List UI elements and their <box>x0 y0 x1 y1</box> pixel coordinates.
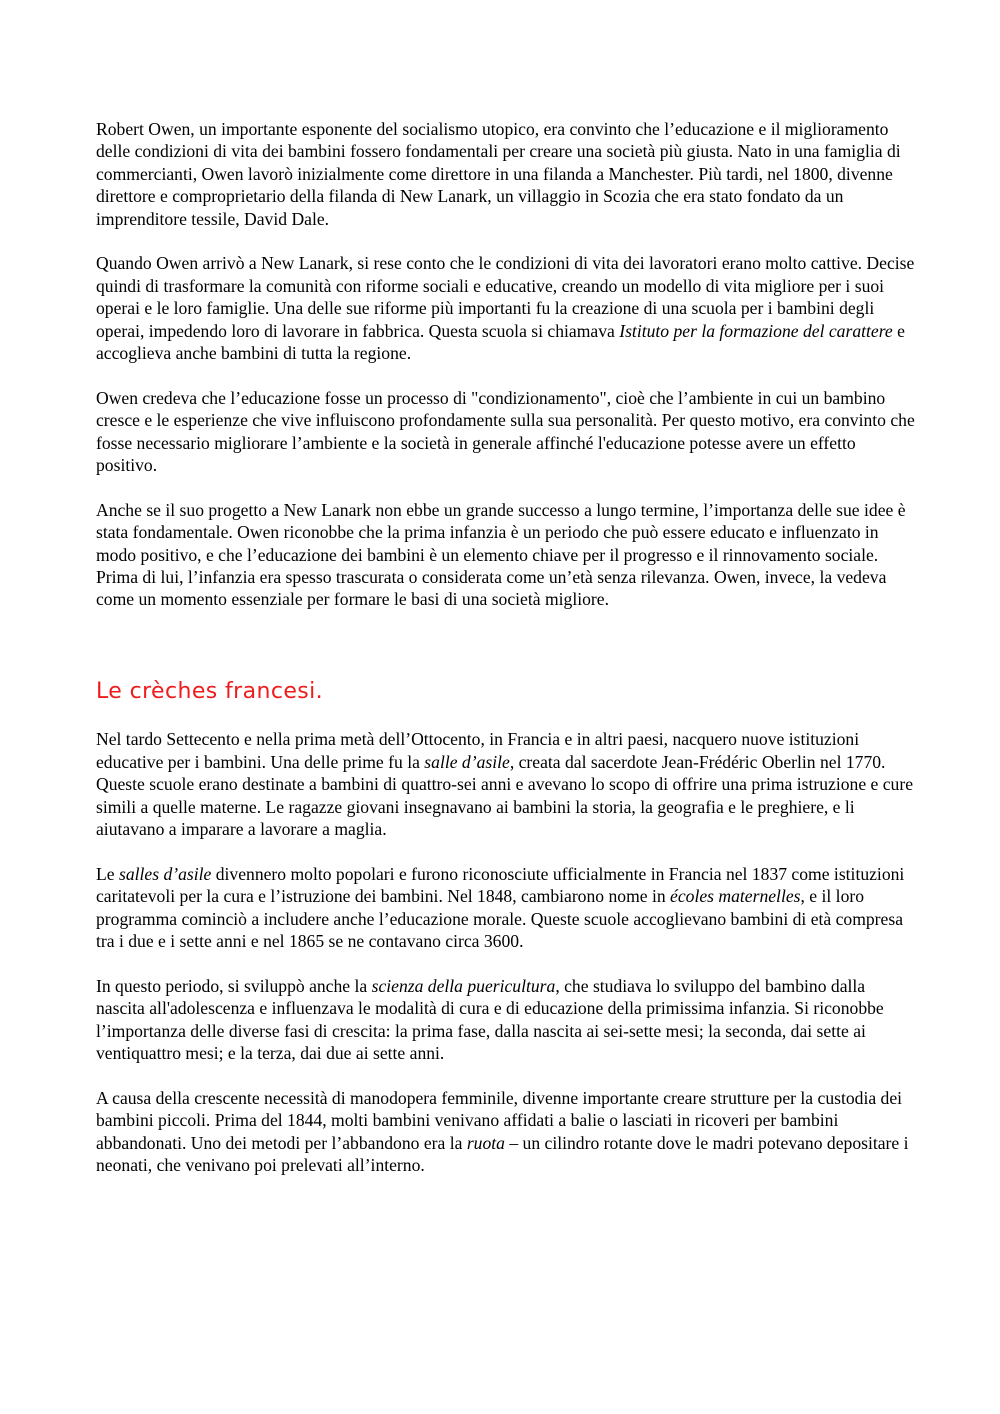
paragraph-puericultura <box>96 975 916 1065</box>
document-body <box>96 118 916 1199</box>
italic-term: écoles maternelles <box>670 886 801 907</box>
paragraph-text: – un cilindro rotante dove le madri potevano depositare i neonati, che venivano poi prelevati all’interno. <box>96 1132 909 1175</box>
section-spacer <box>96 633 916 678</box>
paragraph-new-lanark <box>96 252 916 364</box>
italic-term: salle d’asile <box>424 751 510 772</box>
italic-term: Istituto per la formazione del carattere <box>619 320 893 341</box>
paragraph-text: Robert Owen, un importante esponente del socialismo utopico, era convinto che l’educazione e il miglioramento delle condizioni di vita dei bambini fossero fondamentali per creare una società più giusta. Nato in una famiglia di commercianti, Owen lavorò inizialmente come direttore in una filanda a Manchester. Più tardi, nel 1800, divenne direttore e comproprietario della filanda di New Lanark, un villaggio in Scozia che era stato fondato da un imprenditore tessile, David Dale. <box>96 119 901 229</box>
paragraph-owen-legacy <box>96 499 916 611</box>
paragraph-text: A causa della crescente necessità di manodopera femminile, divenne importante creare strutture per la custodia dei bambini piccoli. Prima del 1844, molti bambini venivano affidati a balie o lasciati in ricoveri per bambini abbandonati. Uno dei metodi per l’abbandono era la <box>96 1087 903 1153</box>
italic-term: scienza della puericultura <box>371 975 556 996</box>
paragraph-text: , e il loro programma cominciò a includere anche l’educazione morale. Queste scuole accoglievano bambini di età compresa tra i due e i sette anni e nel 1865 se ne contavano circa 3600. <box>96 886 904 951</box>
paragraph-ecoles-maternelles <box>96 863 916 953</box>
paragraph-text: In questo periodo, si sviluppò anche la <box>96 975 372 996</box>
paragraph-text: e accoglieva anche bambini di tutta la regione. <box>96 320 905 364</box>
paragraph-condizionamento <box>96 387 916 477</box>
paragraph-text: Quando Owen arrivò a New Lanark, si rese conto che le condizioni di vita dei lavoratori erano molto cattive. Decise quindi di trasformare la comunità con riforme sociali e educative, creando un modello di vita migliore per i suoi operai e le loro famiglie. Una delle sue riforme più importanti fu la creazione di una scuola per i bambini degli operai, impedendo loro di lavorare in fabbrica. Questa scuola si chiamava <box>96 253 915 341</box>
paragraph-text: divennero molto popolari e furono riconosciute ufficialmente in Francia nel 1837 come istituzioni caritatevoli per la cura e l’istruzione dei bambini. Nel 1848, cambiarono nome in <box>96 863 905 907</box>
paragraph-text: , creata dal sacerdote Jean-Frédéric Oberlin nel 1770. Queste scuole erano destinate a bambini di quattro-sei anni e avevano lo scopo di offrire una prima istruzione e cure simili a quelle materne. Le ragazze giovani insegnavano ai bambini la storia, la geografia e le preghiere, e li aiutavano a imparare a lavorare a maglia. <box>96 751 914 839</box>
paragraph-text: Owen credeva che l’educazione fosse un processo di "condizionamento", cioè che l’ambiente in cui un bambino cresce e le esperienze che vive influiscono profondamente sulla sua personalità. Per questo motivo, era convinto che fosse necessario migliorare l’ambiente e la società in generale affinché l'educazione potesse avere un effetto positivo. <box>96 387 915 476</box>
paragraph-salle-dasile <box>96 728 916 840</box>
italic-term: ruota <box>466 1132 505 1153</box>
paragraph-text: , che studiava lo sviluppo del bambino dalla nascita all'adolescenza e influenzava le modalità di cura e di educazione della primissima infanzia. Si riconobbe l’importanza delle diverse fasi di crescita: la prima fase, dalla nascita ai sei-sette mesi; la seconda, dai sette ai ventiquattro mesi; e la terza, dai due ai sette anni. <box>96 975 884 1063</box>
section-heading: Le crèches francesi. <box>96 679 324 705</box>
paragraph-ruota <box>96 1087 916 1177</box>
paragraph-owen-intro <box>96 118 916 230</box>
paragraph-text: Le <box>96 863 119 884</box>
italic-term: salles d’asile <box>118 863 212 884</box>
paragraph-text: Nel tardo Settecento e nella prima metà dell’Ottocento, in Francia e in altri paesi, nacquero nuove istituzioni educative per i bambini. Una delle prime fu la <box>96 729 860 772</box>
paragraph-text: Anche se il suo progetto a New Lanark non ebbe un grande successo a lungo termine, l’importanza delle sue idee è stata fondamentale. Owen riconobbe che la prima infanzia è un periodo che può essere educato e influenzato in modo positivo, e che l’educazione dei bambini è un elemento chiave per il progresso e il rinnovamento sociale. Prima di lui, l’infanzia era spesso trascurata o considerata come un’età senza rilevanza. Owen, invece, la vedeva come un momento essenziale per formare le basi di una società migliore. <box>96 499 906 610</box>
